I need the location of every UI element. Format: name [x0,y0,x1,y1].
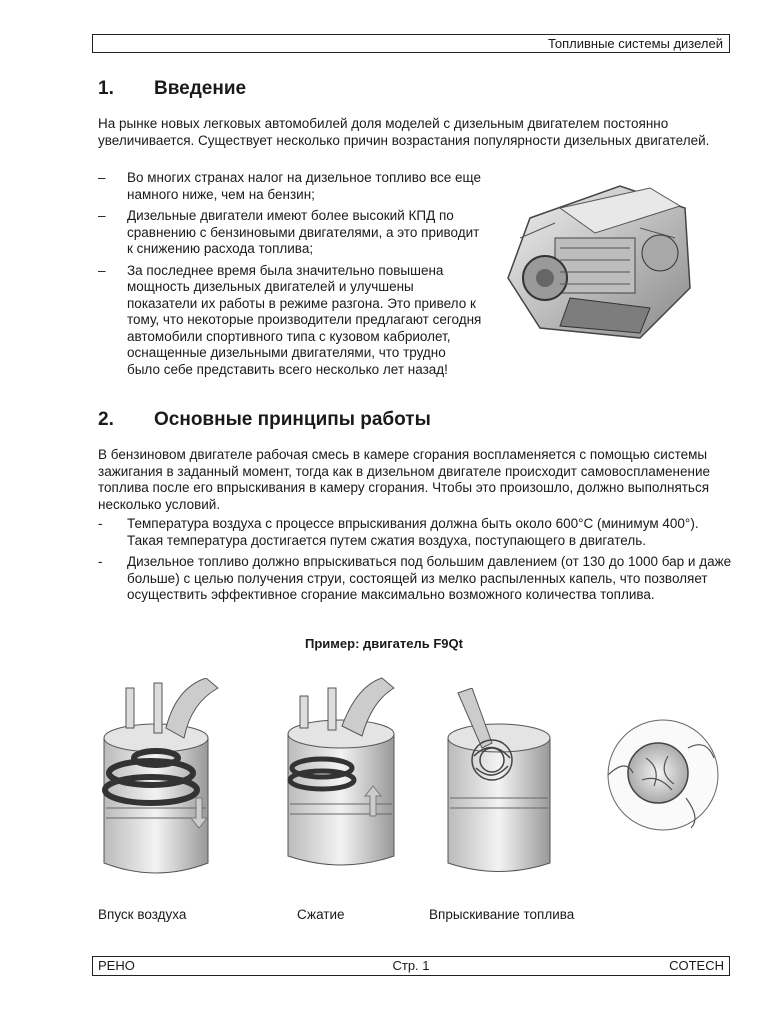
bullet-marker: – [98,262,106,278]
air-intake-cylinder-illustration [96,678,226,883]
caption-air-intake: Впуск воздуха [98,907,187,922]
section1-heading [98,78,246,100]
list-item: – Дизельные двигатели имеют более высокий КПД по сравнению с бензиновыми двигателями, а это приводит к снижению расхода топлива; [98,208,480,256]
section1-bullet-list [98,170,482,383]
list-item: - Дизельное топливо должно впрыскиваться под большим давлением (от 130 до 1000 бар и даже больше) с целью получения струи, состоящей из мелко распыленных капель, что позволяет осуществить эффективное сгорание максимально возможного количества топлива. [98,554,732,602]
footer-publisher: COTECH [669,958,724,973]
bullet-marker: - [98,516,103,531]
section2-heading [98,409,431,431]
footer-brand: РЕНО [98,958,135,973]
caption-compression: Сжатие [297,907,345,922]
section1-number: 1. [98,78,114,99]
section2-number: 2. [98,409,114,430]
footer-page-number: Стр. 1 [392,958,430,973]
caption-fuel-injection: Впрыскивание топлива [429,907,575,922]
section2-bullet-list [98,516,734,609]
engine-illustration [500,178,700,346]
list-item: – За последнее время была значительно повышена мощность дизельных двигателей и улучшены показатели их работы в режиме разгона. Это привело к тому, что некоторые производители предлагают сегодня автомобили спортивного типа с кузовом кабриолет, оснащенные дизельными двигателями, что трудно было себе представить всего несколько лет назад! [98,262,482,377]
combustion-chamber-top-view [606,718,720,832]
figure-title: Пример: двигатель F9Qt [305,636,463,651]
page-footer [92,956,730,976]
bullet-marker: – [98,170,106,185]
header-title: Топливные системы дизелей [547,36,723,51]
list-item: – Во многих странах налог на дизельное топливо все еще намного ниже, чем на бензин; [98,170,481,202]
section2-intro: В бензиновом двигателе рабочая смесь в камере сгорания воспламеняется с помощью системы зажигания в заданный момент, тогда как в дизельном двигателе происходит самовоспламенение топлива после его впрыскивания в камеру сгорания. Чтобы это произошло, должно выполняться несколько условий. [98,447,711,512]
section1-title: Введение [154,78,247,99]
list-item: - Температура воздуха с процессе впрыскивания должна быть около 600°С (минимум 400°). Такая температура достигается путем сжатия воздуха, поступающего в двигатель. [98,516,699,548]
section1-intro: На рынке новых легковых автомобилей доля моделей с дизельным двигателем постоянно увеличивается. Существует несколько причин возрастания популярности дизельных двигателей. [98,116,710,148]
compression-cylinder-illustration [282,676,410,876]
fuel-injection-cylinder-illustration [444,688,554,878]
bullet-marker: – [98,208,106,223]
section2-title: Основные принципы работы [154,409,431,430]
page-header [92,34,730,53]
bullet-marker: - [98,554,103,569]
